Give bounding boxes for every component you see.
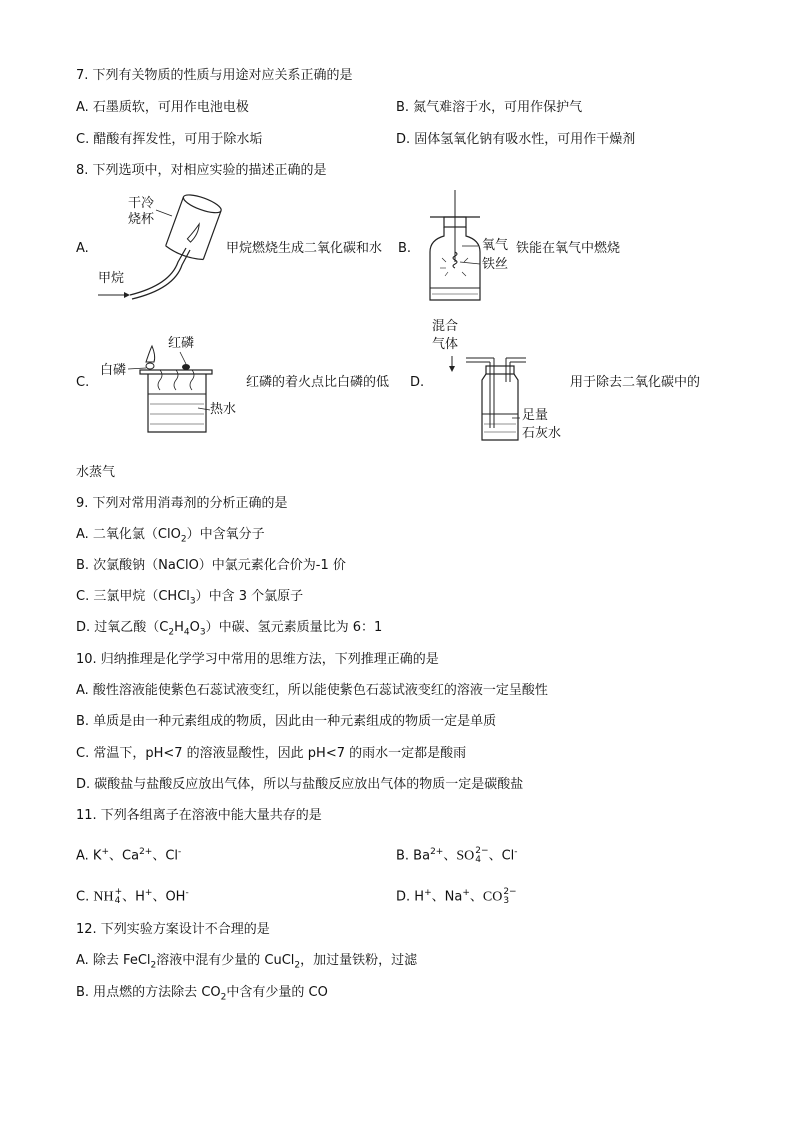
q8-d-description-cont: 水蒸气 [76, 465, 116, 480]
q7-stem: 7. 下列有关物质的性质与用途对应关系正确的是 [76, 68, 353, 83]
q8-b-description: 铁能在氧气中燃烧 [516, 241, 621, 256]
q8-c-description: 红磷的着火点比白磷的低 [246, 375, 390, 390]
q9-option-b: B. 次氯酸钠（NaClO）中氯元素化合价为-1 价 [76, 558, 346, 573]
sulfate-charge: 2− 4 [475, 845, 489, 865]
q9-option-c: C. 三氯甲烷（CHCl$_3$）中含 3 个氯原子 [76, 589, 304, 607]
q9-option-a: A. 二氧化氯（ClO$_2$）中含氧分子 [76, 527, 265, 545]
q8-b-letter: B. [398, 241, 412, 256]
q8-d-label-lime-1: 足量 [522, 408, 549, 423]
q11-option-a: A. K+、$Ca^{2+}$、Cl- [76, 847, 182, 864]
q8-c-label-water: 热水 [210, 402, 237, 417]
q7-option-d: D. 固体氢氧化钠有吸水性，可用作干燥剂 [396, 132, 636, 147]
q8-a-letter: A. [76, 241, 89, 256]
ammonium-charge: + 4 [114, 886, 123, 906]
q12-stem: 12. 下列实验方案设计不合理的是 [76, 922, 270, 937]
q9-stem: 9. 下列对常用消毒剂的分析正确的是 [76, 496, 288, 511]
q8-a-label-beaker-1: 干冷 [128, 196, 155, 211]
q7-option-c: C. 醋酸有挥发性，可用于除水垢 [76, 132, 263, 147]
q8-c-label-white: 白磷 [100, 363, 127, 378]
q8-d-label-gas-1: 混合 [432, 319, 459, 334]
q7-option-a: A. 石墨质软，可用作电池电极 [76, 100, 249, 115]
q10-option-c: C. 常温下，pH<7 的溶液显酸性，因此 pH<7 的雨水一定都是酸雨 [76, 746, 467, 761]
q8-a-label-gas: 甲烷 [98, 271, 125, 286]
q8-b-label-wire: 铁丝 [482, 257, 509, 272]
q8-d-label-gas-2: 气体 [432, 337, 459, 352]
q10-option-a: A. 酸性溶液能使紫色石蕊试液变红，所以能使紫色石蕊试液变红的溶液一定呈酸性 [76, 683, 548, 698]
q10-option-b: B. 单质是由一种元素组成的物质，因此由一种元素组成的物质一定是单质 [76, 714, 497, 729]
q8-b-label-oxygen: 氧气 [482, 238, 509, 253]
q7-option-b: B. 氮气难溶于水，可用作保护气 [396, 100, 583, 115]
q12-option-a: A. 除去 FeCl$_2$溶液中混有少量的 CuCl$_2$，加过量铁粉，过滤 [76, 953, 418, 971]
q8-c-label-red: 红磷 [168, 336, 195, 351]
q8-c-letter: C. [76, 375, 90, 390]
q11-option-d: D. H+、Na+、CO 2− 3 [396, 886, 517, 906]
q8-d-label-lime-2: 石灰水 [522, 426, 562, 441]
q12-option-b: B. 用点燃的方法除去 $CO_2$中含有少量的 CO [76, 985, 328, 1003]
carbonate-charge: 2− 3 [503, 886, 517, 906]
q8-d-letter: D. [410, 375, 425, 390]
q10-stem: 10. 归纳推理是化学学习中常用的思维方法，下列推理正确的是 [76, 652, 439, 667]
q8-stem: 8. 下列选项中，对相应实验的描述正确的是 [76, 163, 327, 178]
q9-option-d: D. 过氧乙酸$(C_2H_4O_3)$中碳、氢元素质量比为 6：1 [76, 620, 383, 638]
q8-d-description: 用于除去二氧化碳中的 [570, 375, 701, 390]
q11-option-b: B. $Ba^{2+}$、SO 2− 4 、Cl- [396, 845, 518, 865]
q8-a-label-beaker-2: 烧杯 [128, 212, 155, 227]
q11-stem: 11. 下列各组离子在溶液中能大量共存的是 [76, 808, 322, 823]
q10-option-d: D. 碳酸盐与盐酸反应放出气体，所以与盐酸反应放出气体的物质一定是碳酸盐 [76, 777, 524, 792]
q8-a-description: 甲烷燃烧生成二氧化碳和水 [226, 241, 383, 256]
q11-option-c: C. NH + 4 、H+、OH- [76, 886, 189, 906]
